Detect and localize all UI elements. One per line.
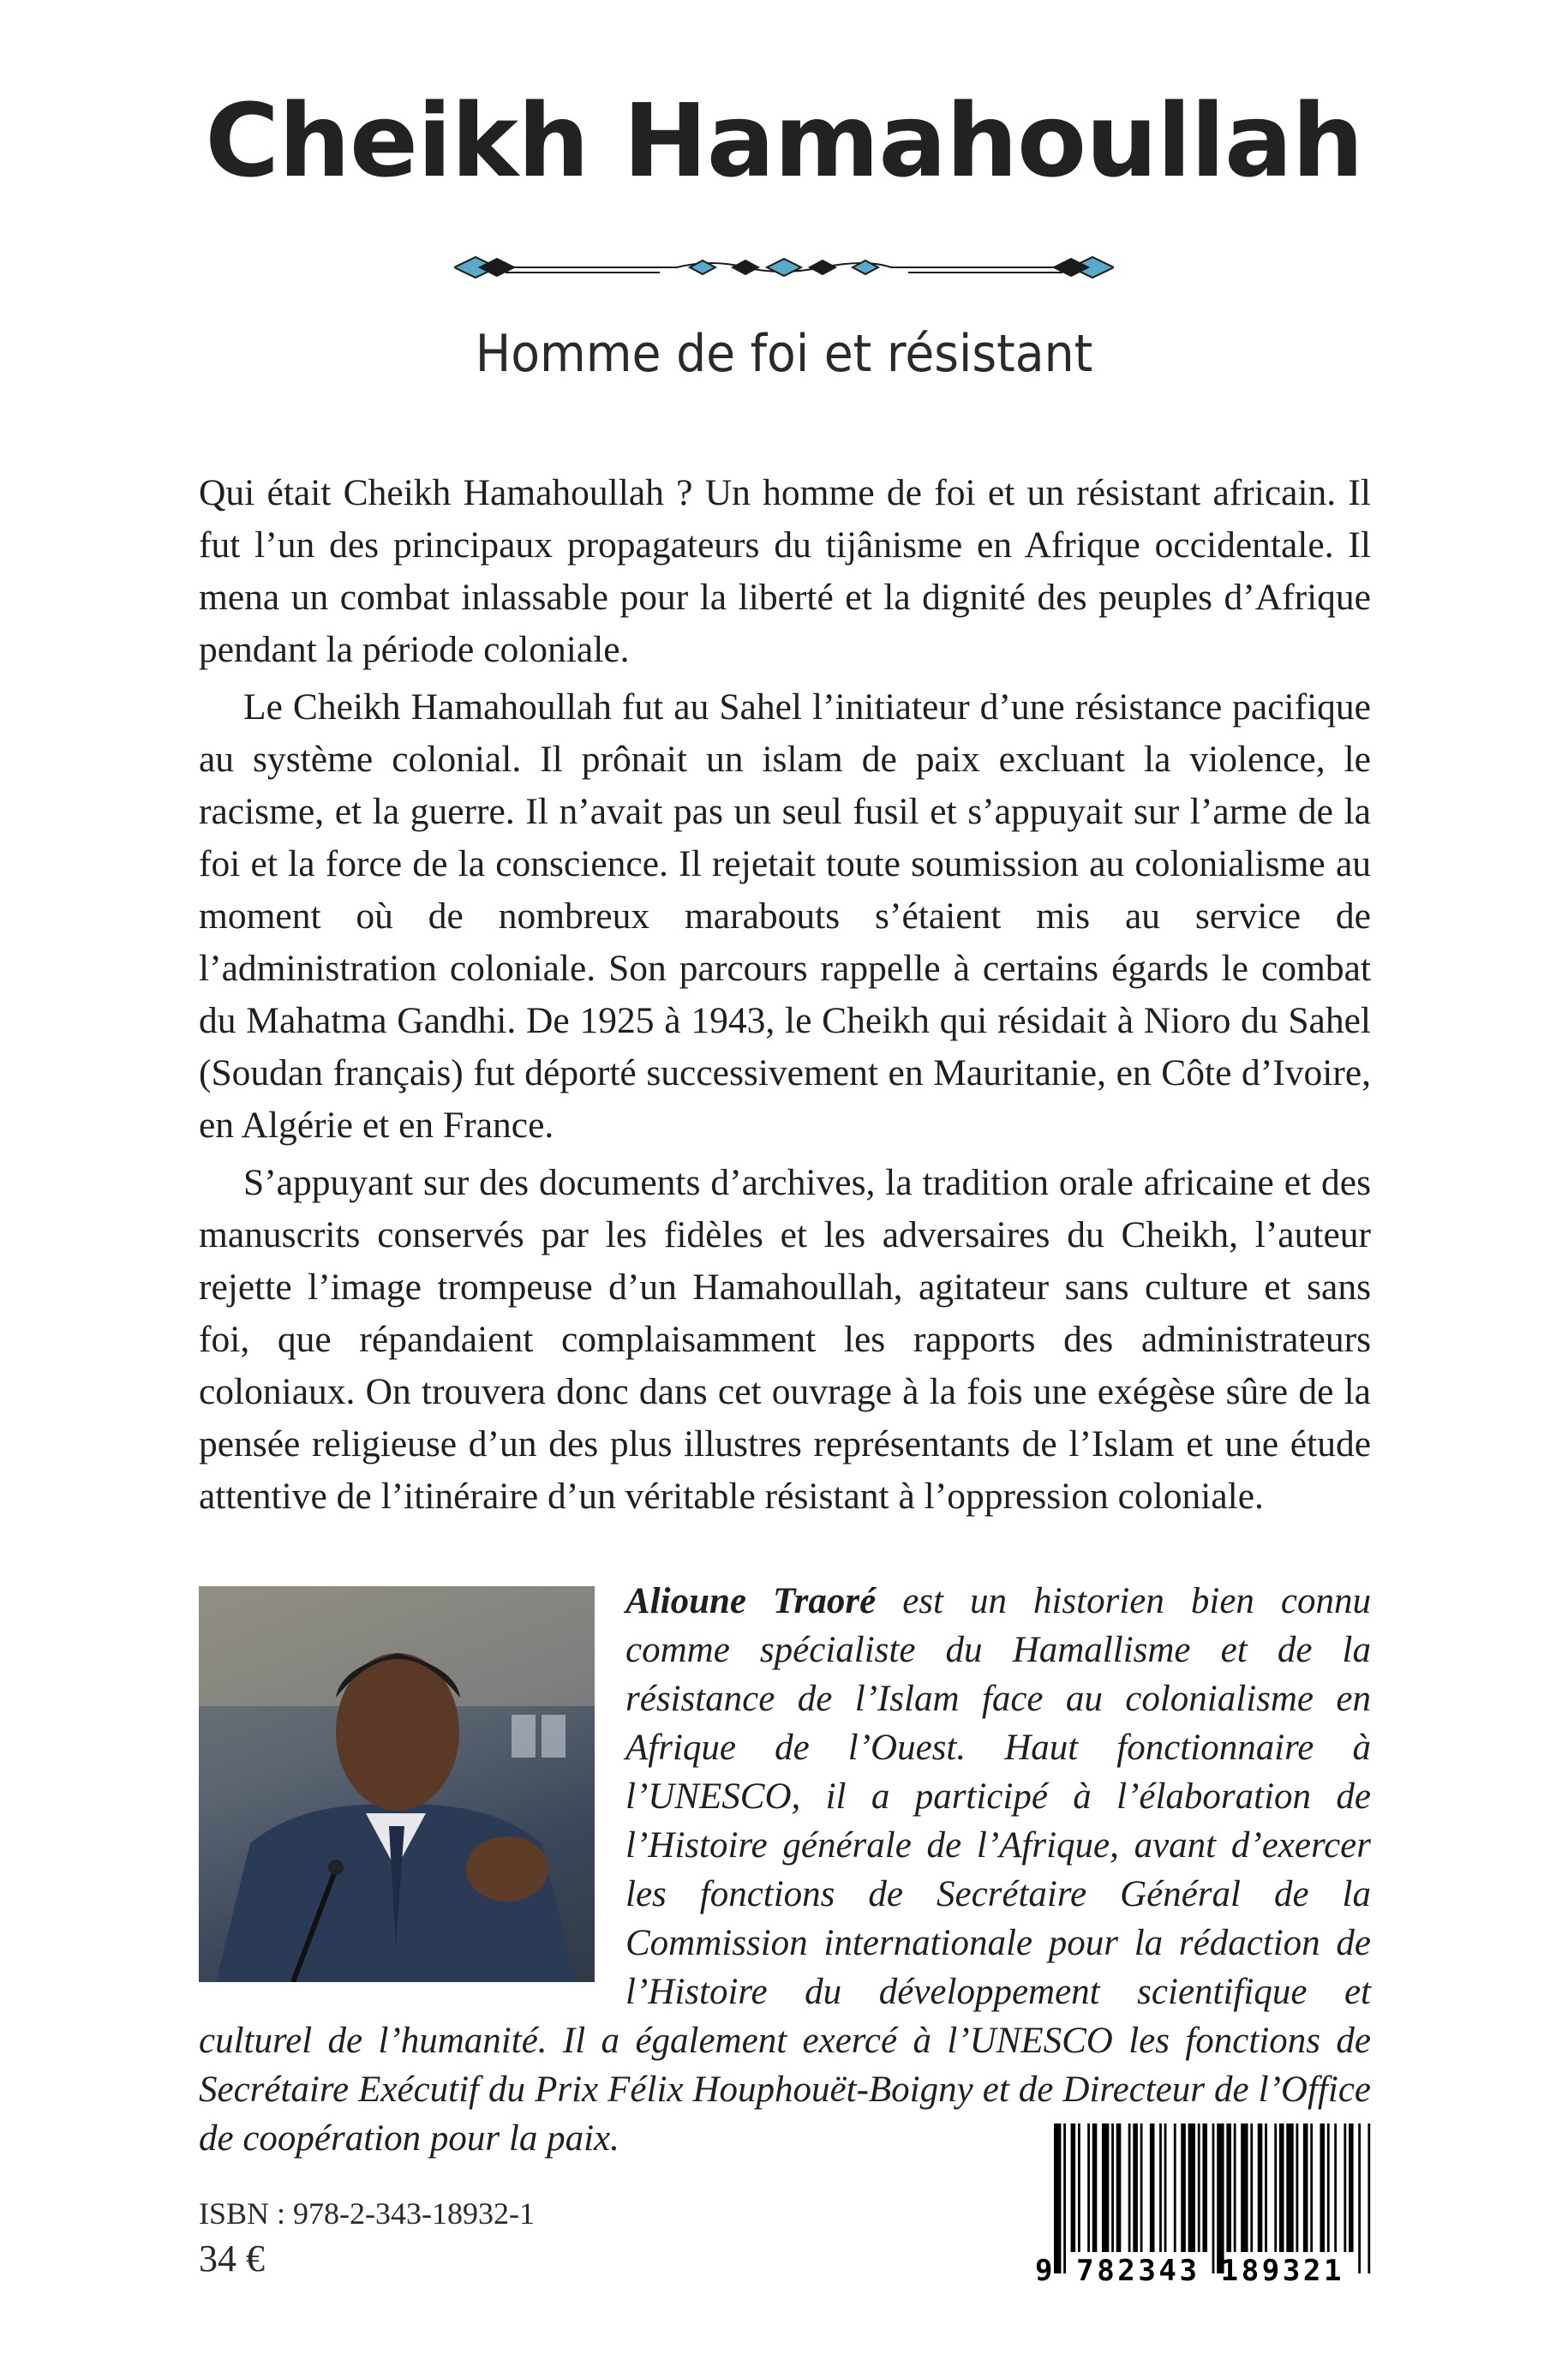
barcode-bar: [1349, 2123, 1354, 2252]
barcode-bar: [1078, 2123, 1080, 2252]
isbn-label: ISBN : 978-2-343-18932-1: [199, 2196, 535, 2231]
barcode-bar: [1116, 2123, 1122, 2252]
barcode-bar: [1092, 2123, 1098, 2252]
barcode-bar: [1174, 2123, 1176, 2252]
author-photo: [199, 1586, 595, 1982]
barcode-bar: [1327, 2123, 1330, 2252]
barcode-bar: [1241, 2123, 1248, 2252]
barcode-bar: [1296, 2123, 1298, 2252]
barcode-bar: [1265, 2123, 1267, 2252]
book-subtitle: Homme de foi et résistant: [475, 324, 1093, 384]
barcode-bar: [1334, 2123, 1337, 2252]
barcode-bar: [1128, 2123, 1131, 2252]
barcode-bar: [1310, 2123, 1313, 2252]
barcode-bar: [1234, 2123, 1236, 2252]
barcode-bar: [1111, 2123, 1114, 2252]
barcode-bar: [1286, 2123, 1293, 2252]
barcode-bar: [1164, 2123, 1167, 2252]
back-cover-summary: [199, 467, 1371, 1528]
barcode-bar: [1133, 2123, 1138, 2252]
barcode-bar: [1212, 2123, 1215, 2273]
summary-paragraph-2: Le Cheikh Hamahoullah fut au Sahel l’initiateur d’une résistance pacifique au système colonial. Il prônait un islam de paix excluant la violence, le racisme, et la guerre. Il n’avait pas un seul fusil et s’appuyait sur l’arme de la foi et la force de la conscience. Il rejetait toute soumission au colonialisme au moment où de nombreux marabouts s’étaient mis au service de l’administration coloniale. Son parcours rappelle à certains égards le combat du Mahatma Gandhi. De 1925 à 1943, le Cheikh qui résidait à Nioro du Sahel (Soudan français) fut déporté successivement en Mauritanie, en Côte d’Ivoire, en Algérie et en France.: [199, 686, 1371, 1146]
barcode-bar: [1226, 2123, 1231, 2252]
barcode-digits: 9 782343 189321: [1035, 2254, 1345, 2288]
barcode-bar: [1344, 2123, 1346, 2252]
barcode-bar: [1102, 2123, 1109, 2252]
summary-paragraph-1: Qui était Cheikh Hamahoullah ? Un homme de foi et un résistant africain. Il fut l’un des principaux propagateurs du tijânisme en Afrique occidentale. Il mena un combat inlassable pour la liberté et la dignité des peuples d’Afrique pendant la période coloniale.: [199, 472, 1371, 670]
barcode-bar: [1181, 2123, 1186, 2252]
barcode-bar: [1217, 2123, 1224, 2273]
barcode-bar: [1063, 2123, 1066, 2273]
barcode-bar: [1071, 2123, 1076, 2252]
barcode-bar: [1188, 2123, 1195, 2252]
decorative-divider: [454, 250, 1114, 285]
author-name: Alioune Traoré: [625, 1581, 877, 1621]
barcode-bar: [1202, 2123, 1207, 2252]
price-label: 34 €: [199, 2237, 265, 2279]
barcode-bar: [1274, 2123, 1277, 2252]
barcode-bar: [1150, 2123, 1155, 2252]
barcode-bar: [1054, 2123, 1061, 2273]
barcode-bar: [1159, 2123, 1162, 2252]
barcode-bar: [1250, 2123, 1253, 2252]
barcode-bar: [1303, 2123, 1308, 2252]
barcode-bar: [1198, 2123, 1200, 2252]
barcode-bar: [1320, 2123, 1325, 2252]
barcode-bar: [1087, 2123, 1090, 2252]
barcode-bar: [1358, 2123, 1361, 2273]
author-bio-text: est un historien bien connu comme spécialiste du Hamallisme et de la résistance de l’Islam face au colonialisme en Afrique de l’Ouest. Haut fonctionnaire à l’UNESCO, il a participé à l’élaboration de l’Histoire générale de l’Afrique, avant d’exercer les fonctions de Secrétaire Général de la Commission internationale pour la rédaction de l’Histoire du développement scientifique et culturel de l’humanité. Il a également exercé à l’UNESCO les fonctions de Secrétaire Exécutif du Prix Félix Houphouët-Boigny et de Directeur de l’Office de coopération pour la paix.: [199, 1581, 1371, 2159]
summary-paragraph-3: S’appuyant sur des documents d’archives, la tradition orale africaine et des manuscrits conservés par les fidèles et les adversaires du Cheikh, l’auteur rejette l’image trompeuse d’un Hamahoullah, agitateur sans culture et sans foi, que répandaient complaisamment les rapports des administrateurs coloniaux. On trouvera donc dans cet ouvrage à la fois une exégèse sûre de la pensée religieuse d’un des plus illustres représentants de l’Islam et une étude attentive de l’itinéraire d’un véritable résistant à l’oppression coloniale.: [199, 1162, 1371, 1517]
barcode-bar: [1140, 2123, 1143, 2252]
barcode-bar: [1368, 2123, 1370, 2273]
barcode-bar: [1279, 2123, 1284, 2252]
author-bio-block: [199, 1577, 1371, 2163]
barcode-bar: [1258, 2123, 1263, 2252]
book-title: Cheikh Hamahoullah: [205, 81, 1363, 200]
